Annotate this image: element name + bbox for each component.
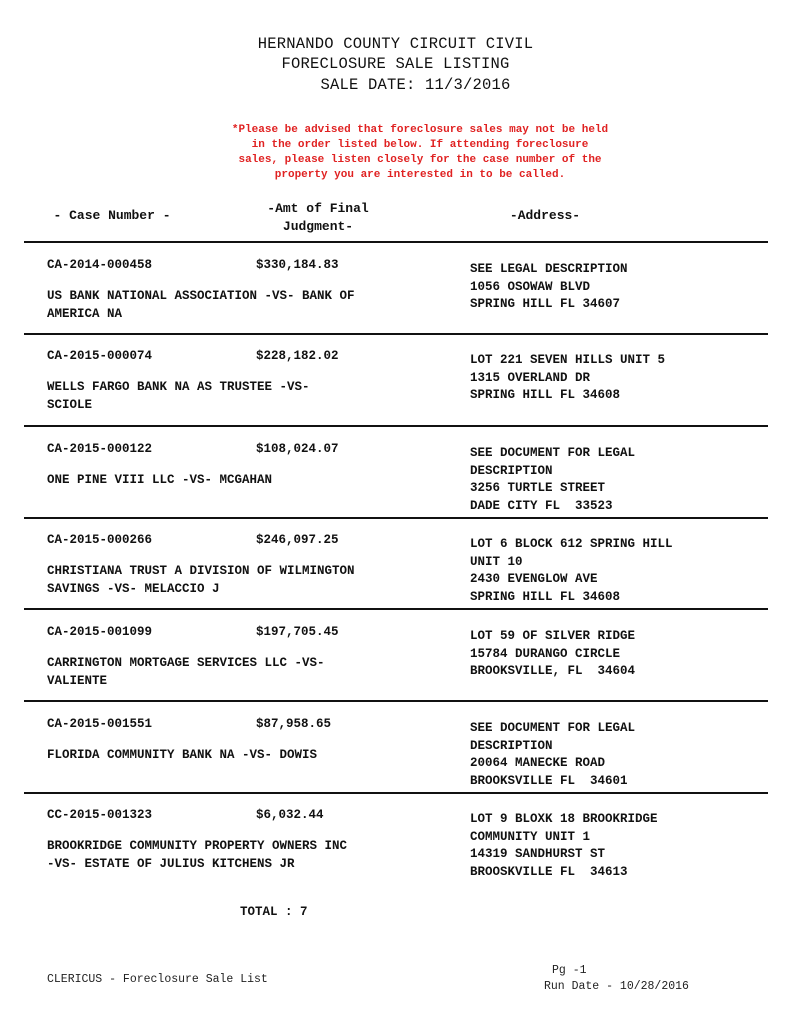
case-number: CA-2015-001099	[47, 625, 153, 639]
property-address: LOT 59 OF SILVER RIDGE 15784 DURANGO CIRCLE BROOKSVILLE, FL 34604	[470, 629, 636, 678]
case-number: CC-2015-001323	[47, 808, 153, 822]
sale-date: SALE DATE: 11/3/2016	[320, 76, 511, 94]
entry-divider	[24, 700, 768, 702]
judgment-amount: $108,024.07	[256, 442, 339, 456]
footer-page-number: Pg -1	[552, 964, 587, 977]
case-number: CA-2014-000458	[47, 258, 153, 272]
entry-divider	[24, 608, 768, 610]
column-header-amount-line-2: Judgment-	[282, 219, 354, 234]
property-address: SEE DOCUMENT FOR LEGAL DESCRIPTION 20064 MANECKE ROAD BROOKSVILLE FL 34601	[470, 721, 636, 788]
case-parties: ONE PINE VIII LLC -VS- MCGAHAN	[47, 473, 273, 487]
footer-run-date: Run Date - 10/28/2016	[544, 980, 689, 993]
case-parties: US BANK NATIONAL ASSOCIATION -VS- BANK OF AMERICA NA	[47, 289, 355, 321]
report-title-line-2: FORECLOSURE SALE LISTING	[281, 55, 510, 73]
judgment-amount: $246,097.25	[256, 533, 339, 547]
report-title-line-1: HERNANDO COUNTY CIRCUIT CIVIL	[257, 35, 534, 53]
property-address: LOT 9 BLOXK 18 BROOKRIDGE COMMUNITY UNIT 1 14319 SANDHURST ST BROOSKVILLE FL 34613	[470, 812, 658, 879]
case-parties: BROOKRIDGE COMMUNITY PROPERTY OWNERS INC -VS- ESTATE OF JULIUS KITCHENS JR	[47, 839, 348, 871]
entry-divider	[24, 517, 768, 519]
entry-divider	[24, 425, 768, 427]
case-parties: CHRISTIANA TRUST A DIVISION OF WILMINGTON SAVINGS -VS- MELACCIO J	[47, 564, 355, 596]
notice-line: property you are interested in to be called.	[274, 169, 566, 181]
notice-line: in the order listed below. If attending foreclosure	[251, 139, 589, 151]
property-address: SEE DOCUMENT FOR LEGAL DESCRIPTION 3256 TURTLE STREET DADE CITY FL 33523	[470, 446, 636, 513]
case-parties: CARRINGTON MORTGAGE SERVICES LLC -VS- VALIENTE	[47, 656, 325, 688]
case-number: CA-2015-000122	[47, 442, 153, 456]
property-address: LOT 221 SEVEN HILLS UNIT 5 1315 OVERLAND DR SPRING HILL FL 34608	[470, 353, 666, 402]
footer-report-name: CLERICUS - Foreclosure Sale List	[47, 973, 268, 986]
judgment-amount: $6,032.44	[256, 808, 324, 822]
notice-line: *Please be advised that foreclosure sales may not be held	[231, 124, 609, 136]
column-header-address: -Address-	[509, 208, 581, 223]
entry-divider	[24, 792, 768, 794]
case-number: CA-2015-000266	[47, 533, 153, 547]
column-header-case-number: - Case Number -	[53, 208, 171, 223]
entry-divider	[24, 333, 768, 335]
property-address: LOT 6 BLOCK 612 SPRING HILL UNIT 10 2430 EVENGLOW AVE SPRING HILL FL 34608	[470, 537, 673, 604]
property-address: SEE LEGAL DESCRIPTION 1056 OSOWAW BLVD SPRING HILL FL 34607	[470, 262, 628, 311]
judgment-amount: $228,182.02	[256, 349, 339, 363]
case-parties: FLORIDA COMMUNITY BANK NA -VS- DOWIS	[47, 748, 318, 762]
judgment-amount: $197,705.45	[256, 625, 339, 639]
case-parties: WELLS FARGO BANK NA AS TRUSTEE -VS- SCIOLE	[47, 380, 310, 412]
case-number: CA-2015-000074	[47, 349, 153, 363]
case-number: CA-2015-001551	[47, 717, 153, 731]
header-divider	[24, 241, 768, 243]
judgment-amount: $330,184.83	[256, 258, 339, 272]
notice-line: sales, please listen closely for the case number of the	[238, 154, 602, 166]
judgment-amount: $87,958.65	[256, 717, 332, 731]
column-header-amount-line-1: -Amt of Final	[267, 201, 369, 216]
total-count: TOTAL : 7	[240, 905, 308, 919]
